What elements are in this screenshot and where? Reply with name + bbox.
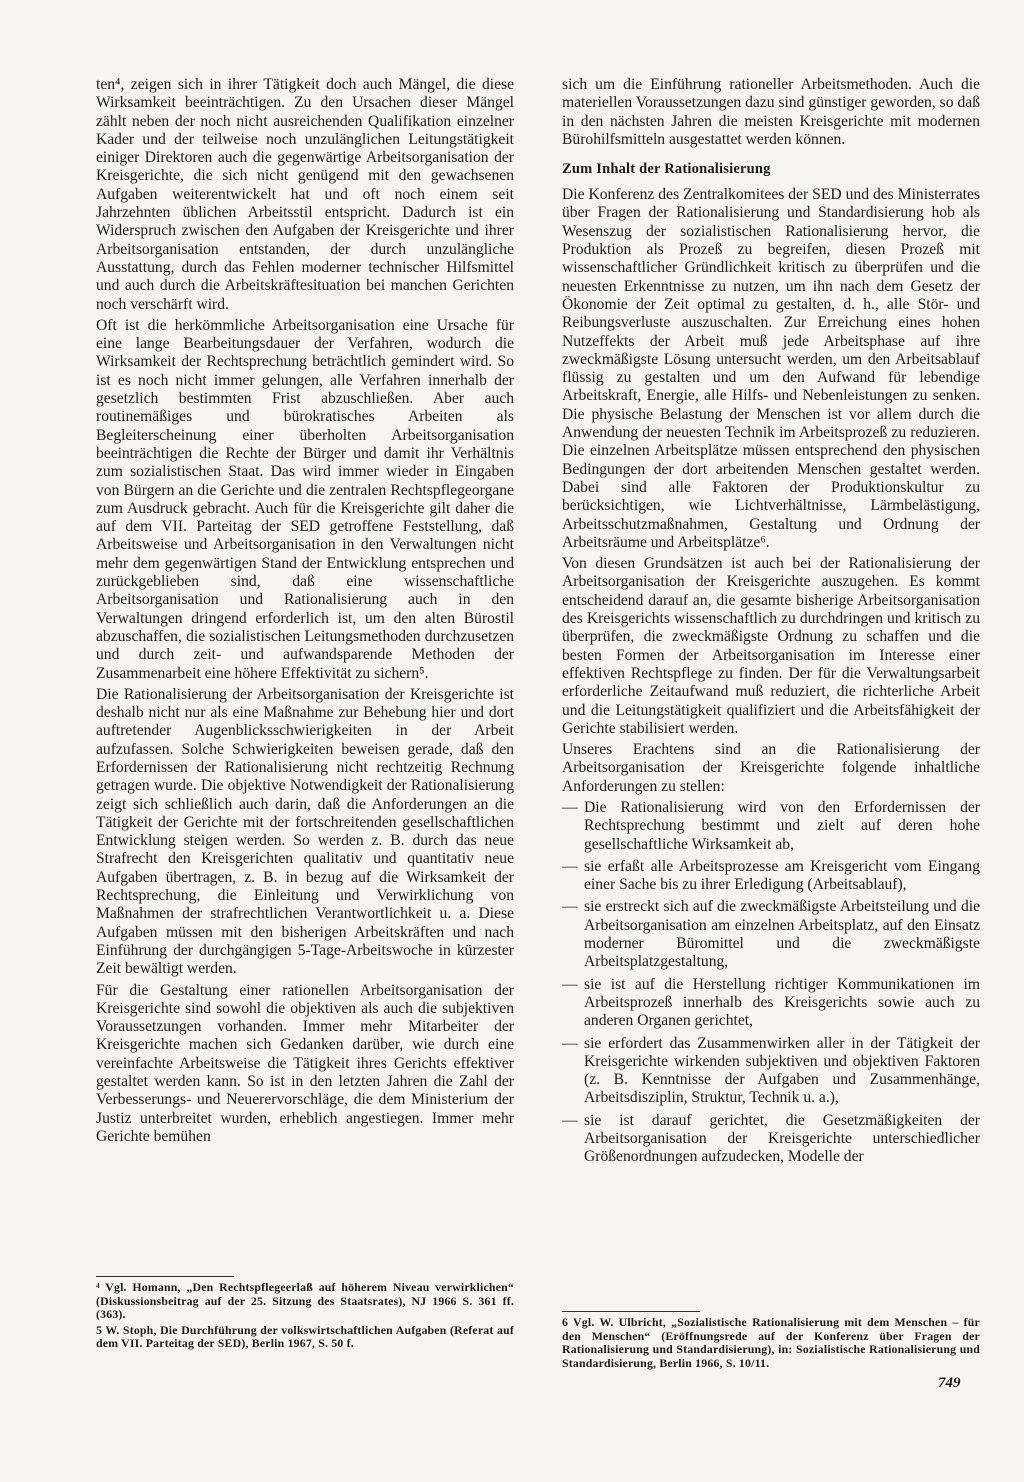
dash-bullet: — <box>562 898 578 916</box>
page-number: 749 <box>938 1375 961 1391</box>
dash-bullet: — <box>562 1034 578 1052</box>
paragraph: Für die Gestaltung einer rationellen Arbeitsorganisation der Kreisgerichte sind sowohl die objektiven als auch die subjektiven Voraussetzungen vorhanden. Immer mehr Mitarbeiter der Kreisgerichte machen sich Gedanken darüber, wie durch eine vereinfachte Arbeitsweise die Tätigkeit ihres Gerichts effektiver gestaltet werden kann. So ist in den letzten Jahren die Zahl der Verbesserungs- und Neuerervorschläge, die dem Ministerium der Justiz unterbreitet wurden, erheblich angestiegen. Immer mehr Gerichte bemühen <box>96 981 514 1145</box>
footnote-divider <box>96 1276 234 1277</box>
footnote-6: 6 Vgl. W. Ulbricht, „Sozialistische Rationalisierung mit dem Menschen – für den Menschen“ (Eröffnungsrede auf der Konferenz über Fragen der Rationalisierung und Standardisierung), in: Sozialistische Rationalisierung und Standardisierung, Berlin 1966, S. 10/11. <box>562 1315 980 1370</box>
footnote-divider <box>562 1311 700 1312</box>
list-item-text: sie ist darauf gerichtet, die Gesetzmäßigkeiten der Arbeitsorganisation der Kreisgerichte unterschiedlicher Größenordnungen aufzudecken, Modelle der <box>584 1111 980 1166</box>
list-item-text: sie erfordert das Zusammenwirken aller in der Tätigkeit der Kreisgerichte wirkenden subjektiven und objektiven Faktoren (z. B. Kenntnisse der Aufgaben und Zusammenhänge, Arbeitsdisziplin, Struktur, Technik u. a.), <box>584 1034 980 1107</box>
dash-bullet: — <box>562 857 578 875</box>
dash-bullet: — <box>562 975 578 993</box>
footnote-4: ⁴ Vgl. Homann, „Den Rechtspflegeerlaß auf höherem Niveau verwirklichen“ (Diskussionsbeitrag auf der 25. Sitzung des Staatsrates), NJ 1966 S. 361 ff. (363). <box>96 1280 514 1322</box>
paragraph: ten⁴, zeigen sich in ihrer Tätigkeit doch auch Mängel, die diese Wirksamkeit beeinträchtigen. Zu den Ursachen dieser Mängel zählt neben der noch nicht ausreichenden Qualifikation einzelner Kader und der teilweise noch unzulänglichen Leitungstätigkeit einiger Direktoren auch die gegenwärtige Arbeitsorganisation der Kreisgerichte, die sich nicht genügend mit den gewachsenen Aufgaben weiterentwickelt hat und oft noch einem seit Jahrzehnten üblichen Arbeitsstil entspricht. Dadurch ist ein Widerspruch zwischen den Aufgaben der Kreisgerichte und ihrer Arbeitsorganisation entstanden, der durch unzulängliche Ausstattung, durch das Fehlen moderner technischer Hilfsmittel und auch durch die Arbeitskräftesituation bei manchen Gerichten noch verschärft wird. <box>96 76 514 313</box>
paragraph: Die Rationalisierung der Arbeitsorganisation der Kreisgerichte ist deshalb nicht nur als eine Maßnahme zur Behebung hier und dort auftretender Augenblicksschwierigkeiten in der Arbeit aufzufassen. Solche Schwierigkeiten beweisen gerade, daß den Erfordernissen der Rationalisierung nicht rechtzeitig Rechnung getragen wurde. Die objektive Notwendigkeit der Rationalisierung zeigt sich schließlich auch darin, daß die Anforderungen an die Tätigkeit der Gerichte mit der fortschreitenden gesellschaftlichen Entwicklung steigen werden. So werden z. B. durch das neue Strafrecht den Kreisgerichten qualitativ und quantitativ neue Aufgaben übertragen, z. B. in bezug auf die Wirksamkeit der Rechtsprechung, die Einleitung und Verwirklichung von Maßnahmen der strafrechtlichen Verantwortlichkeit u. a. Diese Aufgaben müssen mit den bisherigen Arbeitskräften und nach Einführung der durchgängigen 5-Tage-Arbeitswoche in kürzester Zeit bewältigt werden. <box>96 685 514 978</box>
list-item-text: Die Rationalisierung wird von den Erfordernissen der Rechtsprechung bestimmt und zielt auf deren hohe gesellschaftliche Wirksamkeit ab, <box>584 798 980 853</box>
footnote-5: 5 W. Stoph, Die Durchführung der volkswirtschaftlichen Aufgaben (Referat auf dem VII. Parteitag der SED), Berlin 1967, S. 50 f. <box>96 1322 514 1351</box>
requirements-list <box>562 799 980 1167</box>
section-heading: Zum Inhalt der Rationalisierung <box>562 161 771 178</box>
paragraph: Von diesen Grundsätzen ist auch bei der Rationalisierung der Arbeitsorganisation der Kreisgerichte auszugehen. Es kommt entscheidend darauf an, die gesamte bisherige Arbeitsorganisation des Kreisgerichts wissenschaftlich zu durchdringen und kritisch zu überprüfen, die zweckmäßigste Ordnung zu schaffen und die besten Formen der Arbeitsorganisation im Interesse einer effektiven Rechtspflege zu finden. Der für die Verwaltungsarbeit erforderliche Zeitaufwand muß reduziert, die richterliche Arbeit und die Leitungstätigkeit qualifiziert und die Arbeitsfähigkeit der Gerichte stabilisiert werden. <box>562 555 980 737</box>
footnotes-right <box>562 1303 980 1372</box>
list-item <box>562 1035 980 1108</box>
list-item <box>562 1112 980 1167</box>
paragraph: sich um die Einführung rationeller Arbeitsmethoden. Auch die materiellen Voraussetzungen dazu sind günstiger geworden, so daß in den nächsten Jahren die meisten Kreisgerichte mit modernen Bürohilfsmitteln ausgestattet werden können. <box>562 76 980 148</box>
list-item <box>562 976 980 1031</box>
paragraph: Die Konferenz des Zentralkomitees der SED und des Ministerrates über Fragen der Rationalisierung und Standardisierung hob als Wesenszug der sozialistischen Rationalisierung hervor, die Produktion als Prozeß zu begreifen, diesen Prozeß mit wissenschaftlicher Gründlichkeit kritisch zu überprüfen und die neuesten Erkenntnisse zu nutzen, um ihn nach dem Gesetz der Ökonomie der Zeit optimal zu gestalten, d. h., alle Stör- und Reibungsverluste auszuschalten. Zur Erreichung eines hohen Nutzeffekts der Arbeit muß jede Arbeitsphase auf ihre zweckmäßigste Lösung untersucht werden, um den Arbeitsablauf flüssig zu gestalten und um den Aufwand für lebendige Arbeitskraft, Energie, alle Hilfs- und Nebenleistungen zu senken. Die physische Belastung der Menschen ist vor allem durch die Anwendung der neuesten Technik im Arbeitsprozeß zu reduzieren. Die einzelnen Arbeitsplätze müssen entsprechend den physischen Bedingungen der dort arbeitenden Menschen gestaltet werden. Dabei sind alle Faktoren der Produktionskultur zu berücksichtigen, wie Lichtverhältnisse, Lärmbelästigung, Arbeitsschutzmaßnahmen, Gestaltung und Ordnung der Arbeitsräume und Arbeitsplätze⁶. <box>562 186 980 551</box>
list-item-text: sie ist auf die Herstellung richtiger Kommunikationen im Arbeitsprozeß innerhalb des Kreisgerichts sowie auch zu anderen Organen gerichtet, <box>584 975 980 1030</box>
list-item <box>562 858 980 895</box>
paragraph: Unseres Erachtens sind an die Rationalisierung der Arbeitsorganisation der Kreisgerichte folgende inhaltliche Anforderungen zu stellen: <box>562 741 980 795</box>
list-item-text: sie erstreckt sich auf die zweckmäßigste Arbeitsteilung und die Arbeitsorganisation am einzelnen Arbeitsplatz, auf den Einsatz moderner Büromittel und die zweckmäßigste Arbeitsplatzgestaltung, <box>584 898 980 971</box>
list-item <box>562 898 980 971</box>
dash-bullet: — <box>562 798 578 816</box>
paragraph: Oft ist die herkömmliche Arbeitsorganisation eine Ursache für eine lange Bearbeitungsdauer der Verfahren, wodurch die Wirksamkeit der Rechtsprechung beträchtlich gemindert wird. So ist es noch nicht immer gelungen, alle Verfahren innerhalb der gesetzlich bestimmten Frist abzuschließen. Aber auch routinemäßiges und bürokratisches Arbeiten als Begleiterscheinung einer überholten Arbeitsorganisation beeinträchtigen die Rechte der Bürger und damit ihr Verhältnis zum sozialistischen Staat. Das wird immer wieder in Eingaben von Bürgern an die Gerichte und die zentralen Rechtspflegeorgane zum Ausdruck gebracht. Auch für die Kreisgerichte gilt daher die auf dem VII. Parteitag der SED getroffene Feststellung, daß Arbeitsweise und Arbeitsorganisation in den Verwaltungen nicht mehr dem gegenwärtigen Stand der Entwicklung entsprechen und zurückgeblieben sind, daß eine wissenschaftliche Arbeitsorganisation und Rationalisierung auch in den Verwaltungen dringend erforderlich ist, um den alten Bürostil abzuschaffen, die sozialistischen Leitungsmethoden durchzusetzen und durch zeit- und aufwandsparende Methoden der Zusammenarbeit eine höhere Effektivität zu sichern⁵. <box>96 316 514 682</box>
dash-bullet: — <box>562 1111 578 1129</box>
list-item-text: sie erfaßt alle Arbeitsprozesse am Kreisgericht vom Eingang einer Sache bis zu ihrer Erledigung (Arbeitsablauf), <box>584 857 980 894</box>
right-column <box>562 76 980 1171</box>
footnotes-left <box>96 1268 514 1353</box>
left-column <box>96 76 514 1149</box>
list-item <box>562 799 980 854</box>
